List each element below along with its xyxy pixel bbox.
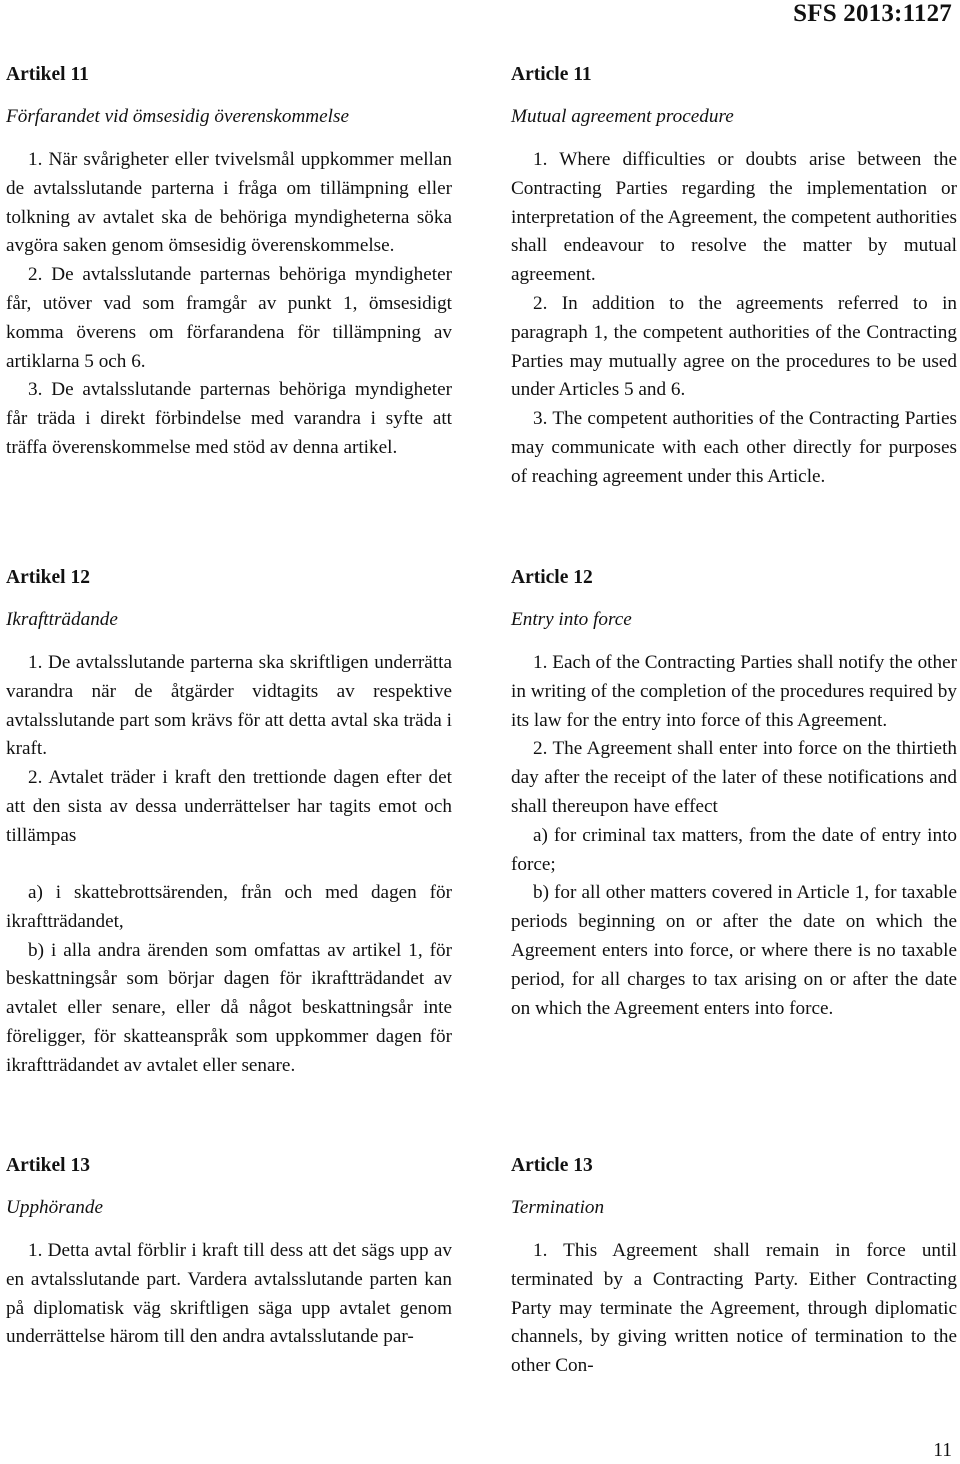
article-11-body-en	[511, 146, 957, 492]
paragraph: 1. De avtalsslutande parterna ska skriftligen underrätta varandra när de åtgärder vidtagits av respektive avtalsslutande part som krävs för att detta avtal ska träda i kraft.	[6, 652, 452, 760]
paragraph: 1. Each of the Contracting Parties shall notify the other in writing of the completion of the procedures required by its law for the entry into force of this Agreement.	[511, 652, 957, 731]
article-13-subtitle-en: Termination	[511, 1197, 605, 1218]
paragraph: 2. De avtalsslutande parternas behöriga myndigheter får, utöver vad som framgår av punkt 1, ömsesidigt komma överens om förfarandena för tillämpning av artiklarna 5 och 6.	[6, 264, 452, 372]
paragraph: a) i skattebrottsärenden, från och med dagen för ikraftträdandet,	[6, 882, 452, 932]
paragraph: 2. In addition to the agreements referred to in paragraph 1, the competent authorities of the Contracting Parties may mutually agree on the procedures to be used under Articles 5 and 6.	[511, 292, 957, 401]
paragraph: b) i alla andra ärenden som omfattas av artikel 1, för beskattningsår som börjar dagen för ikraftträdandet av avtalet eller senare, eller då något beskattningsår inte föreligger, för skatteanspråk som uppkommer dagen för ikraftträdandet av avtalet eller senare.	[6, 939, 452, 1076]
paragraph: 2. The Agreement shall enter into force on the thirtieth day after the receipt of the later of these notifications and shall thereupon have effect	[511, 738, 957, 817]
paragraph: 1. Detta avtal förblir i kraft till dess att det sägs upp av en avtalsslutande part. Vardera avtalsslutande parten kan på diplomatisk väg skriftligen säga upp avtalet genom underrättelse härom till den andra avtalsslutande par-	[6, 1240, 452, 1348]
paragraph: 1. När svårigheter eller tvivelsmål uppkommer mellan de avtalsslutande parterna i fråga om tillämpning eller tolkning av avtalet ska de behöriga myndigheterna söka avgöra saken genom ömsesidig överenskommelse.	[6, 149, 452, 257]
paragraph: b) for all other matters covered in Article 1, for taxable periods beginning on or after the date on which the Agreement enters into force, or where there is no taxable period, for all charges to tax arising on or after the date on which the Agreement enters into force.	[511, 882, 957, 1019]
article-12-title-sv: Artikel 12	[6, 567, 90, 588]
article-11-title-sv: Artikel 11	[6, 64, 89, 85]
article-13-title-sv: Artikel 13	[6, 1155, 90, 1176]
article-12-body-en	[511, 649, 957, 1023]
paragraph: 2. Avtalet träder i kraft den trettionde dagen efter det att den sista av dessa underrättelser har tagits emot och tillämpas	[6, 767, 452, 846]
paragraph: 3. The competent authorities of the Contracting Parties may communicate with each other directly for purposes of reaching agreement under this Article.	[511, 408, 957, 487]
paragraph: 3. De avtalsslutande parternas behöriga myndigheter får träda i direkt förbindelse med varandra i syfte att träffa överenskommelse med stöd av denna artikel.	[6, 379, 452, 458]
paragraph: 1. This Agreement shall remain in force until terminated by a Contracting Party. Either Contracting Party may terminate the Agreement, through diplomatic channels, by giving written notice of termination to the other Con-	[511, 1240, 957, 1377]
article-13-body-sv	[6, 1237, 452, 1352]
article-12-subtitle-en: Entry into force	[511, 609, 632, 630]
paragraph: a) for criminal tax matters, from the date of entry into force;	[511, 824, 957, 875]
article-13-title-en: Article 13	[511, 1155, 593, 1176]
article-11-subtitle-sv: Förfarandet vid ömsesidig överenskommelse	[6, 106, 349, 127]
article-11-title-en: Article 11	[511, 64, 592, 85]
article-12-subtitle-sv: Ikraftträdande	[6, 609, 118, 630]
article-12-body-sv	[6, 649, 452, 851]
article-11-body-sv	[6, 146, 452, 463]
article-12-items-sv	[6, 879, 452, 1081]
paragraph: 1. Where difficulties or doubts arise between the Contracting Parties regarding the implementation or interpretation of the Agreement, the competent authorities shall endeavour to resolve the matter by mutual agreement.	[511, 149, 957, 286]
article-13-body-en	[511, 1237, 957, 1381]
article-11-subtitle-en: Mutual agreement procedure	[511, 106, 734, 127]
article-13-subtitle-sv: Upphörande	[6, 1197, 103, 1218]
article-12-title-en: Article 12	[511, 567, 593, 588]
document-reference: SFS 2013:1127	[793, 0, 952, 27]
page-number: 11	[933, 1440, 952, 1461]
